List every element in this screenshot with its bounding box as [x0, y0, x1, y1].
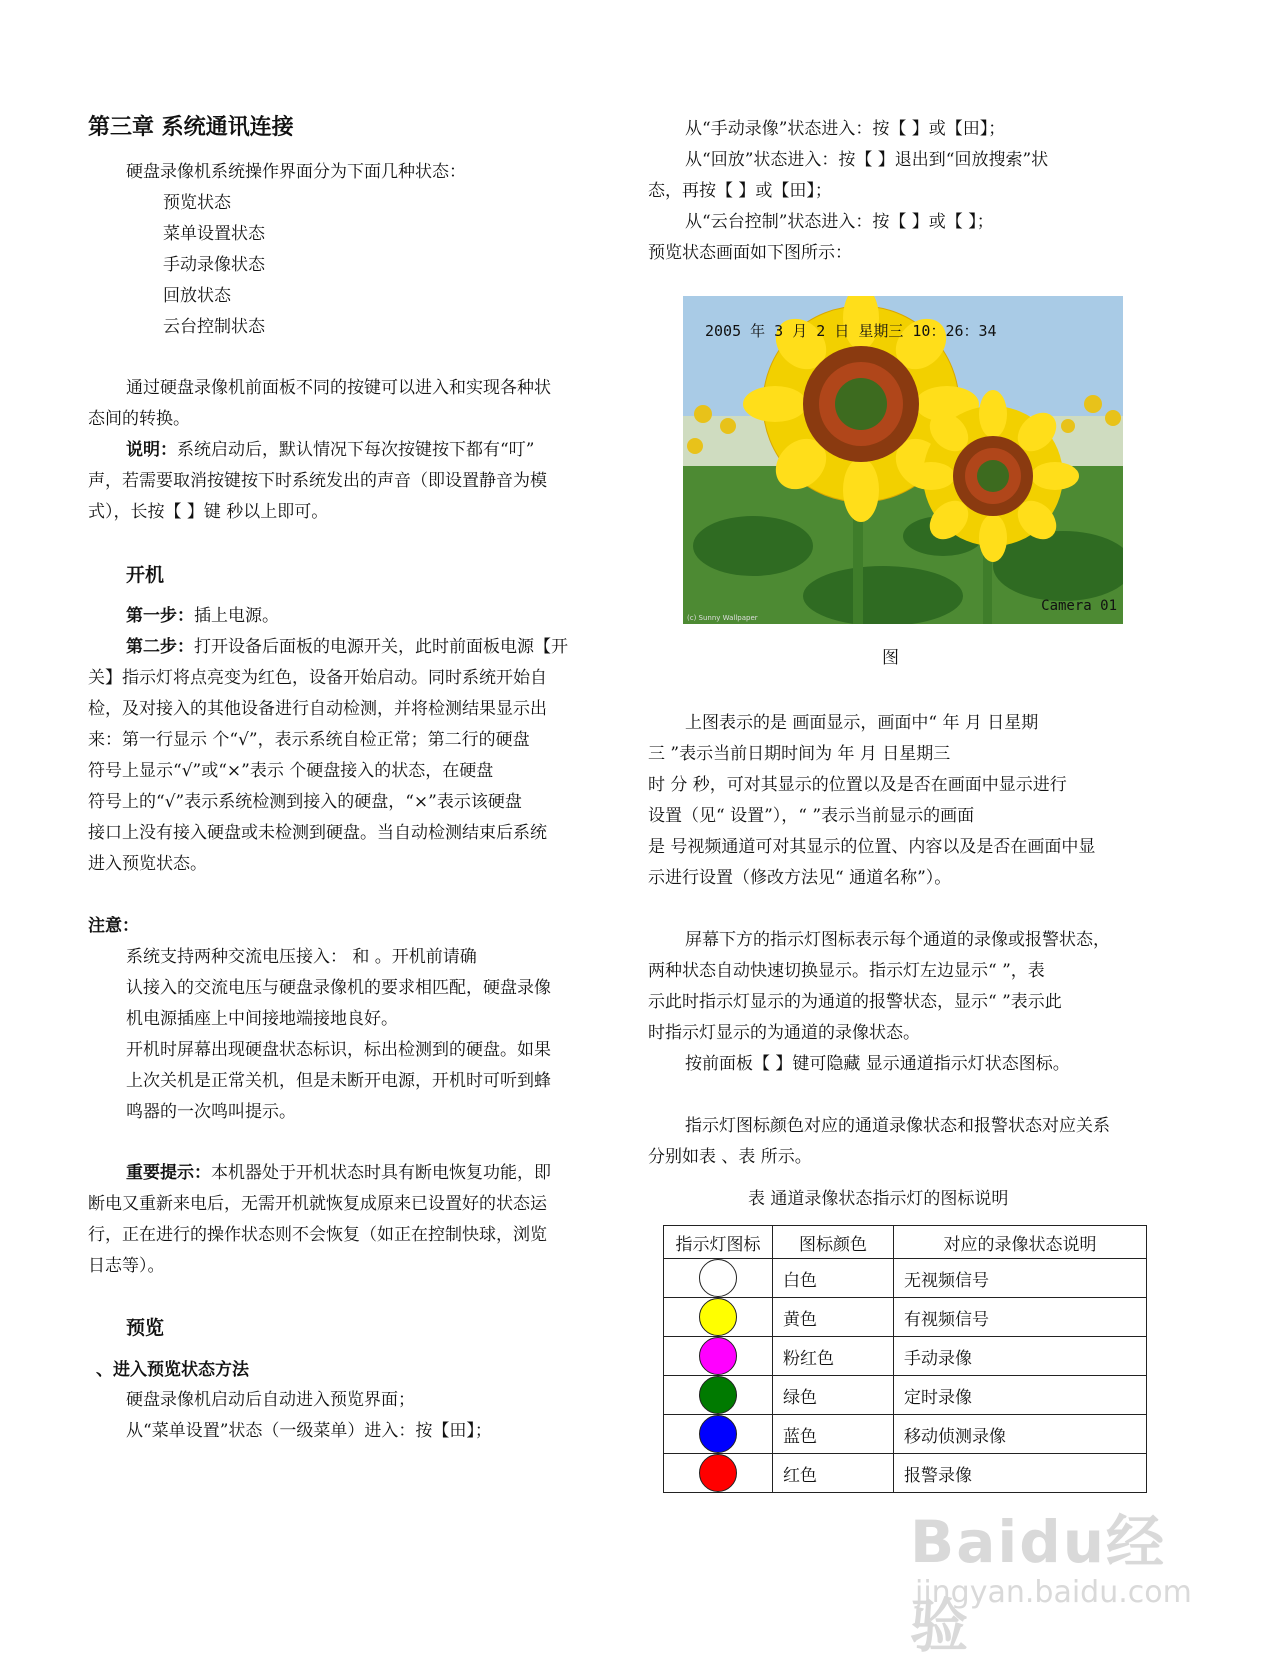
caution-line: 机电源插座上中间接地端接地良好。 [126, 1009, 398, 1029]
step-text: 打开设备后面板的电源开关，此时前面板电源【开 [194, 637, 568, 657]
step-1 [126, 606, 279, 626]
indicator-dot-icon [699, 1259, 737, 1297]
indicator-dot-icon [699, 1454, 737, 1492]
step-2 [126, 637, 568, 657]
important-label: 重要提示： [126, 1163, 211, 1183]
paragraph-line: 屏幕下方的指示灯图标表示每个通道的录像或报警状态， [685, 930, 1110, 950]
note-line: 式），长按【 】键 秒以上即可。 [88, 502, 329, 522]
note-line [126, 440, 534, 460]
paragraph-line: 通过硬盘录像机前面板不同的按键可以进入和实现各种状 [126, 378, 551, 398]
paragraph-line: 两种状态自动快速切换显示。指示灯左边显示“ ”，表 [648, 961, 1045, 981]
paragraph-line: 检，及对接入的其他设备进行自动检测，并将检测结果显示出 [88, 699, 547, 719]
table-header-row [664, 1226, 1147, 1259]
status-description: 报警录像 [894, 1454, 1147, 1493]
state-item: 手动录像状态 [163, 255, 265, 275]
section-title-preview: 预览 [126, 1317, 165, 1339]
intro-text: 硬盘录像机系统操作界面分为下面几种状态： [126, 162, 466, 182]
paragraph-line: 从“手动录像”状态进入：按【 】或【田】； [685, 119, 1006, 139]
paragraph-line: 分别如表 、表 所示。 [648, 1147, 812, 1167]
table-row [664, 1298, 1147, 1337]
table-row [664, 1376, 1147, 1415]
paragraph-line: 指示灯图标颜色对应的通道录像状态和报警状态对应关系 [685, 1116, 1110, 1136]
step-text: 插上电源。 [194, 606, 279, 626]
table-row [664, 1337, 1147, 1376]
indicator-dot-icon [699, 1415, 737, 1453]
color-name: 红色 [773, 1454, 894, 1493]
indicator-dot-icon [699, 1337, 737, 1375]
sunflower-picture [683, 296, 1123, 624]
paragraph-line: 日志等）。 [88, 1256, 165, 1276]
paragraph-line: 关】指示灯将点亮变为红色，设备开始启动。同时系统开始自 [88, 668, 547, 688]
watermark-brand: Baidu经验 [910, 1508, 1167, 1660]
paragraph-line: 态，再按【 】或【田】； [648, 181, 832, 201]
state-item: 云台控制状态 [163, 317, 265, 337]
note-text: 系统启动后，默认情况下每次按键按下都有“叮” [177, 440, 535, 460]
paragraph-line: 按前面板【 】键可隐藏 显示通道指示灯状态图标。 [685, 1054, 1070, 1074]
paragraph-line: 三 ”表示当前日期时间为 年 月 日星期三 [648, 744, 951, 764]
paragraph-line: 行，正在进行的操作状态则不会恢复（如正在控制快球，浏览 [88, 1225, 547, 1245]
figure-caption: 图 [882, 648, 899, 668]
paragraph-line: 符号上显示“√”或“×”表示 个硬盘接入的状态，在硬盘 [88, 761, 494, 781]
indicator-dot-icon [699, 1298, 737, 1336]
important-line [126, 1163, 551, 1183]
paragraph-line: 时指示灯显示的为通道的录像状态。 [648, 1023, 920, 1043]
indicator-dot-icon [699, 1376, 737, 1414]
paragraph-line: 接口上没有接入硬盘或未检测到硬盘。当自动检测结束后系统 [88, 823, 547, 843]
step-label: 第二步： [126, 637, 194, 657]
table-row [664, 1259, 1147, 1298]
paragraph-line: 符号上的“√”表示系统检测到接入的硬盘，“×”表示该硬盘 [88, 792, 522, 812]
table-title: 表 通道录像状态指示灯的图标说明 [748, 1189, 1009, 1209]
subsection-title: 、进入预览状态方法 [96, 1360, 249, 1380]
baidu-watermark-logo [905, 1495, 1205, 1660]
paragraph-line: 来：第一行显示 个“√”，表示系统自检正常；第二行的硬盘 [88, 730, 530, 750]
color-name: 蓝色 [773, 1415, 894, 1454]
screen-copyright: (c) Sunny Wallpaper [687, 614, 758, 622]
note-line: 声，若需要取消按键按下时系统发出的声音（即设置静音为模 [88, 471, 547, 491]
status-description: 定时录像 [894, 1376, 1147, 1415]
color-name: 粉红色 [773, 1337, 894, 1376]
table-header: 对应的录像状态说明 [894, 1226, 1147, 1259]
paragraph-line: 从“菜单设置”状态（一级菜单）进入：按【田】； [126, 1421, 492, 1441]
indicator-legend-table [663, 1225, 1147, 1493]
paragraph-line: 设置（见“ 设置”），“ ”表示当前显示的画面 [648, 806, 975, 826]
color-name: 黄色 [773, 1298, 894, 1337]
paragraph-line: 上图表示的是 画面显示，画面中“ 年 月 日星期 [685, 713, 1039, 733]
paragraph-line: 示进行设置（修改方法见“ 通道名称”）。 [648, 868, 952, 888]
caution-line: 认接入的交流电压与硬盘录像机的要求相匹配，硬盘录像 [126, 978, 551, 998]
status-description: 移动侦测录像 [894, 1415, 1147, 1454]
table-row [664, 1415, 1147, 1454]
table-row [664, 1454, 1147, 1493]
preview-screen-image [683, 296, 1123, 624]
paragraph-line: 预览状态画面如下图所示： [648, 243, 852, 263]
important-text: 本机器处于开机状态时具有断电恢复功能，即 [211, 1163, 551, 1183]
watermark-url: jingyan.baidu.com [915, 1575, 1192, 1610]
state-item: 菜单设置状态 [163, 224, 265, 244]
caution-line: 鸣器的一次鸣叫提示。 [126, 1102, 296, 1122]
state-item: 回放状态 [163, 286, 231, 306]
note-label: 说明： [126, 440, 177, 460]
status-description: 无视频信号 [894, 1259, 1147, 1298]
caution-line: 上次关机是正常关机，但是未断开电源，开机时可听到蜂 [126, 1071, 551, 1091]
paragraph-line: 进入预览状态。 [88, 854, 207, 874]
table-header: 图标颜色 [773, 1226, 894, 1259]
status-description: 手动录像 [894, 1337, 1147, 1376]
caution-line: 系统支持两种交流电压接入： 和 。开机前请确 [126, 947, 477, 967]
paragraph-line: 时 分 秒，可对其显示的位置以及是否在画面中显示进行 [648, 775, 1067, 795]
state-item: 预览状态 [163, 193, 231, 213]
paragraph-line: 态间的转换。 [88, 409, 190, 429]
step-label: 第一步： [126, 606, 194, 626]
caution-label: 注意： [88, 916, 139, 936]
screen-timestamp: 2005 年 3 月 2 日 星期三 10：26：34 [705, 322, 997, 340]
color-name: 白色 [773, 1259, 894, 1298]
section-title-poweron: 开机 [126, 564, 165, 586]
paragraph-line: 硬盘录像机启动后自动进入预览界面； [126, 1390, 415, 1410]
paragraph-line: 从“回放”状态进入：按【 】退出到“回放搜索”状 [685, 150, 1049, 170]
paragraph-line: 从“云台控制”状态进入：按【 】或【 】； [685, 212, 994, 232]
color-name: 绿色 [773, 1376, 894, 1415]
screen-camera-name: Camera 01 [1041, 598, 1117, 614]
paragraph-line: 示此时指示灯显示的为通道的报警状态，显示“ ”表示此 [648, 992, 1062, 1012]
paragraph-line: 断电又重新来电后，无需开机就恢复成原来已设置好的状态运 [88, 1194, 547, 1214]
chapter-title: 第三章 系统通讯连接 [88, 115, 294, 140]
paragraph-line: 是 号视频通道可对其显示的位置、内容以及是否在画面中显 [648, 837, 1096, 857]
status-description: 有视频信号 [894, 1298, 1147, 1337]
caution-line: 开机时屏幕出现硬盘状态标识，标出检测到的硬盘。如果 [126, 1040, 551, 1060]
table-header: 指示灯图标 [664, 1226, 773, 1259]
